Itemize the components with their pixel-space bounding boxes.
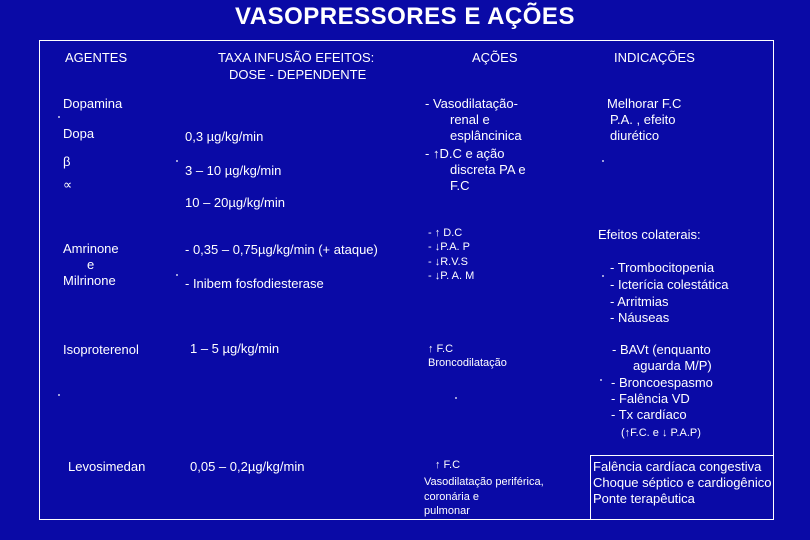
agent-levosimedan: Levosimedan [68,459,146,474]
amrinone-mechanism: - Inibem fosfodiesterase [185,276,324,291]
isoproterenol-indication-6: (↑F.C. e ↓ P.A.P) [621,427,701,439]
decorative-dot [176,274,178,276]
dopamina-dose-1: 0,3 µg/kg/min [185,129,264,144]
agent-dopa: Dopa [63,126,95,141]
isoproterenol-dose: 1 – 5 µg/kg/min [190,341,280,356]
header-indicacoes: INDICAÇÕES [614,50,695,65]
dopamina-action-down-pap: - ↓P.A. P [428,241,470,253]
agent-amrinone: Amrinone [63,241,119,256]
agent-alpha: ∝ [63,177,73,192]
dopamina-indication-3: diurético [610,128,660,143]
agent-dopamina: Dopamina [63,96,123,111]
dopamina-action-fc: F.C [450,178,470,193]
isoproterenol-action-fc: ↑ F.C [428,343,454,355]
dopamina-action-esplancnica: esplâncinica [450,128,522,143]
levosimedan-action-fc: ↑ F.C [435,459,461,471]
dopamina-action-vasodilatacao: - Vasodilatação- [425,96,518,111]
levosimedan-indication-1: Falência cardíaca congestiva [593,459,762,474]
dopamina-indication-2: P.A. , efeito [610,112,676,127]
decorative-dot [58,116,60,118]
dopamina-action-dc: - ↑D.C e ação [425,146,505,161]
amrinone-effects-title: Efeitos colaterais: [598,227,701,242]
isoproterenol-indication-5: - Tx cardíaco [611,407,687,422]
dopamina-action-renal: renal e [450,112,490,127]
page-title: VASOPRESSORES E AÇÕES [235,3,575,30]
levosimedan-action-2: coronária e [424,491,480,503]
isoproterenol-indication-1: - BAVt (enquanto [612,342,711,357]
decorative-dot [600,379,602,381]
amrinone-effect-3: - Arritmias [610,294,669,309]
dopamina-action-pa: discreta PA e [450,162,526,177]
dopamina-dose-3: 10 – 20µg/kg/min [185,195,285,210]
levosimedan-dose: 0,05 – 0,2µg/kg/min [190,459,305,474]
amrinone-effect-2: - Icterícia colestática [610,277,729,292]
agent-amrinone-e: e [87,257,95,272]
levosimedan-action-3: pulmonar [424,505,470,517]
isoproterenol-action-bronco: Broncodilatação [428,357,507,369]
agent-isoproterenol: Isoproterenol [63,342,139,357]
dopamina-action-down-pam: - ↓P. A. M [428,270,475,282]
levosimedan-action-1: Vasodilatação periférica, [424,476,544,488]
decorative-dot [602,275,604,277]
header-taxa-line1: TAXA INFUSÃO EFEITOS: [218,50,375,65]
decorative-dot [58,394,60,396]
header-taxa-line2: DOSE - DEPENDENTE [229,67,367,82]
decorative-dot [455,397,457,399]
dopamina-dose-2: 3 – 10 µg/kg/min [185,163,282,178]
agent-beta: β [63,154,71,169]
dopamina-action-up-dc: - ↑ D.C [428,227,463,239]
header-acoes: AÇÕES [472,50,518,65]
isoproterenol-indication-2: aguarda M/P) [633,358,712,373]
dopamina-action-down-rvs: - ↓R.V.S [428,256,468,268]
levosimedan-indication-3: Ponte terapêutica [593,491,695,506]
isoproterenol-indication-3: - Broncoespasmo [611,375,713,390]
isoproterenol-indication-4: - Falência VD [611,391,690,406]
agent-milrinone: Milrinone [63,273,116,288]
amrinone-dose: - 0,35 – 0,75µg/kg/min (+ ataque) [185,242,378,257]
amrinone-effect-4: - Náuseas [610,310,670,325]
amrinone-effect-1: - Trombocitopenia [610,260,715,275]
levosimedan-indication-2: Choque séptico e cardiogênico [593,475,772,490]
decorative-dot [602,160,604,162]
header-agentes: AGENTES [65,50,128,65]
decorative-dot [176,160,178,162]
dopamina-indication-1: Melhorar F.C [607,96,682,111]
